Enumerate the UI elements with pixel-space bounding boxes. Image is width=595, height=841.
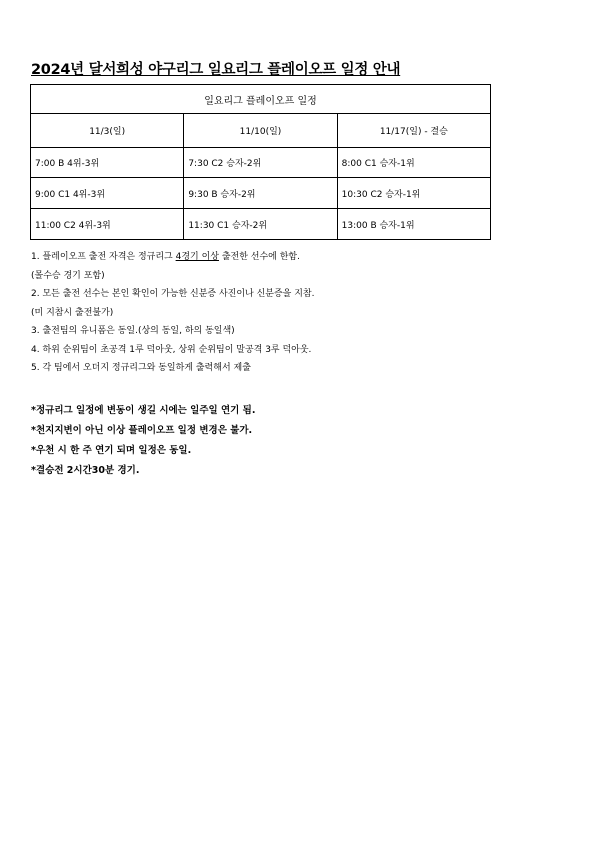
page-title: 2024년 달서희성 야구리그 일요리그 플레이오프 일정 안내 — [31, 62, 401, 78]
note-1 — [31, 248, 315, 267]
note-5: 5. 각 팀에서 오더지 정규리그와 동일하게 출력해서 제출 — [31, 363, 251, 373]
game-cell: 10:30 C2 승자-1위 — [337, 178, 490, 209]
table-header-row — [31, 114, 491, 148]
game-cell: 7:30 C2 승자-2위 — [184, 148, 337, 178]
table-row — [31, 178, 491, 209]
table-caption: 일요리그 플레이오프 일정 — [31, 85, 491, 114]
playoff-schedule-table — [30, 84, 491, 240]
note-4: 4. 하위 순위팀이 초공격 1루 덕아웃, 상위 순위팀이 말공격 3루 덕아웃. — [31, 344, 312, 355]
warning-1: *정규리그 일정에 변동이 생길 시에는 일주일 연기 됨. — [31, 405, 256, 416]
game-cell: 8:00 C1 승자-1위 — [337, 148, 490, 178]
note-1-text: 1. 플레이오프 출전 자격은 정규리그 — [31, 252, 176, 262]
warning-3: *우천 시 한 주 연기 되며 일정은 동일. — [31, 445, 192, 456]
game-cell: 13:00 B 승자-1위 — [337, 209, 490, 240]
note-1-sub: (몰수승 경기 포함) — [31, 270, 105, 281]
table-caption-row — [31, 85, 491, 114]
table-row — [31, 209, 491, 240]
rules-notes — [31, 248, 315, 378]
note-2: 2. 모든 출전 선수는 본인 확인이 가능한 신분증 사진이나 신분증을 지참. — [31, 289, 315, 299]
game-cell: 11:00 C2 4위-3위 — [31, 209, 184, 240]
note-1-underlined: 4경기 이상 — [175, 252, 219, 262]
game-cell: 9:00 C1 4위-3위 — [31, 178, 184, 209]
warning-2: *천지지변이 아닌 이상 플레이오프 일정 변경은 불가. — [31, 425, 253, 436]
column-header-date-2: 11/10(일) — [184, 114, 337, 148]
note-2-sub: (미 지참시 출전불가) — [31, 307, 114, 318]
note-1-tail: 출전한 선수에 한함. — [218, 252, 300, 262]
column-header-date-1: 11/3(일) — [31, 114, 184, 148]
game-cell: 7:00 B 4위-3위 — [31, 148, 184, 178]
game-cell: 11:30 C1 승자-2위 — [184, 209, 337, 240]
note-3: 3. 출전팀의 유니폼은 동일.(상의 동일, 하의 동일색) — [31, 326, 235, 336]
column-header-date-3: 11/17(일) - 결승 — [337, 114, 490, 148]
game-cell: 9:30 B 승자-2위 — [184, 178, 337, 209]
warning-4: *결승전 2시간30분 경기. — [31, 465, 140, 476]
table-row — [31, 148, 491, 178]
warning-notes — [31, 401, 255, 481]
